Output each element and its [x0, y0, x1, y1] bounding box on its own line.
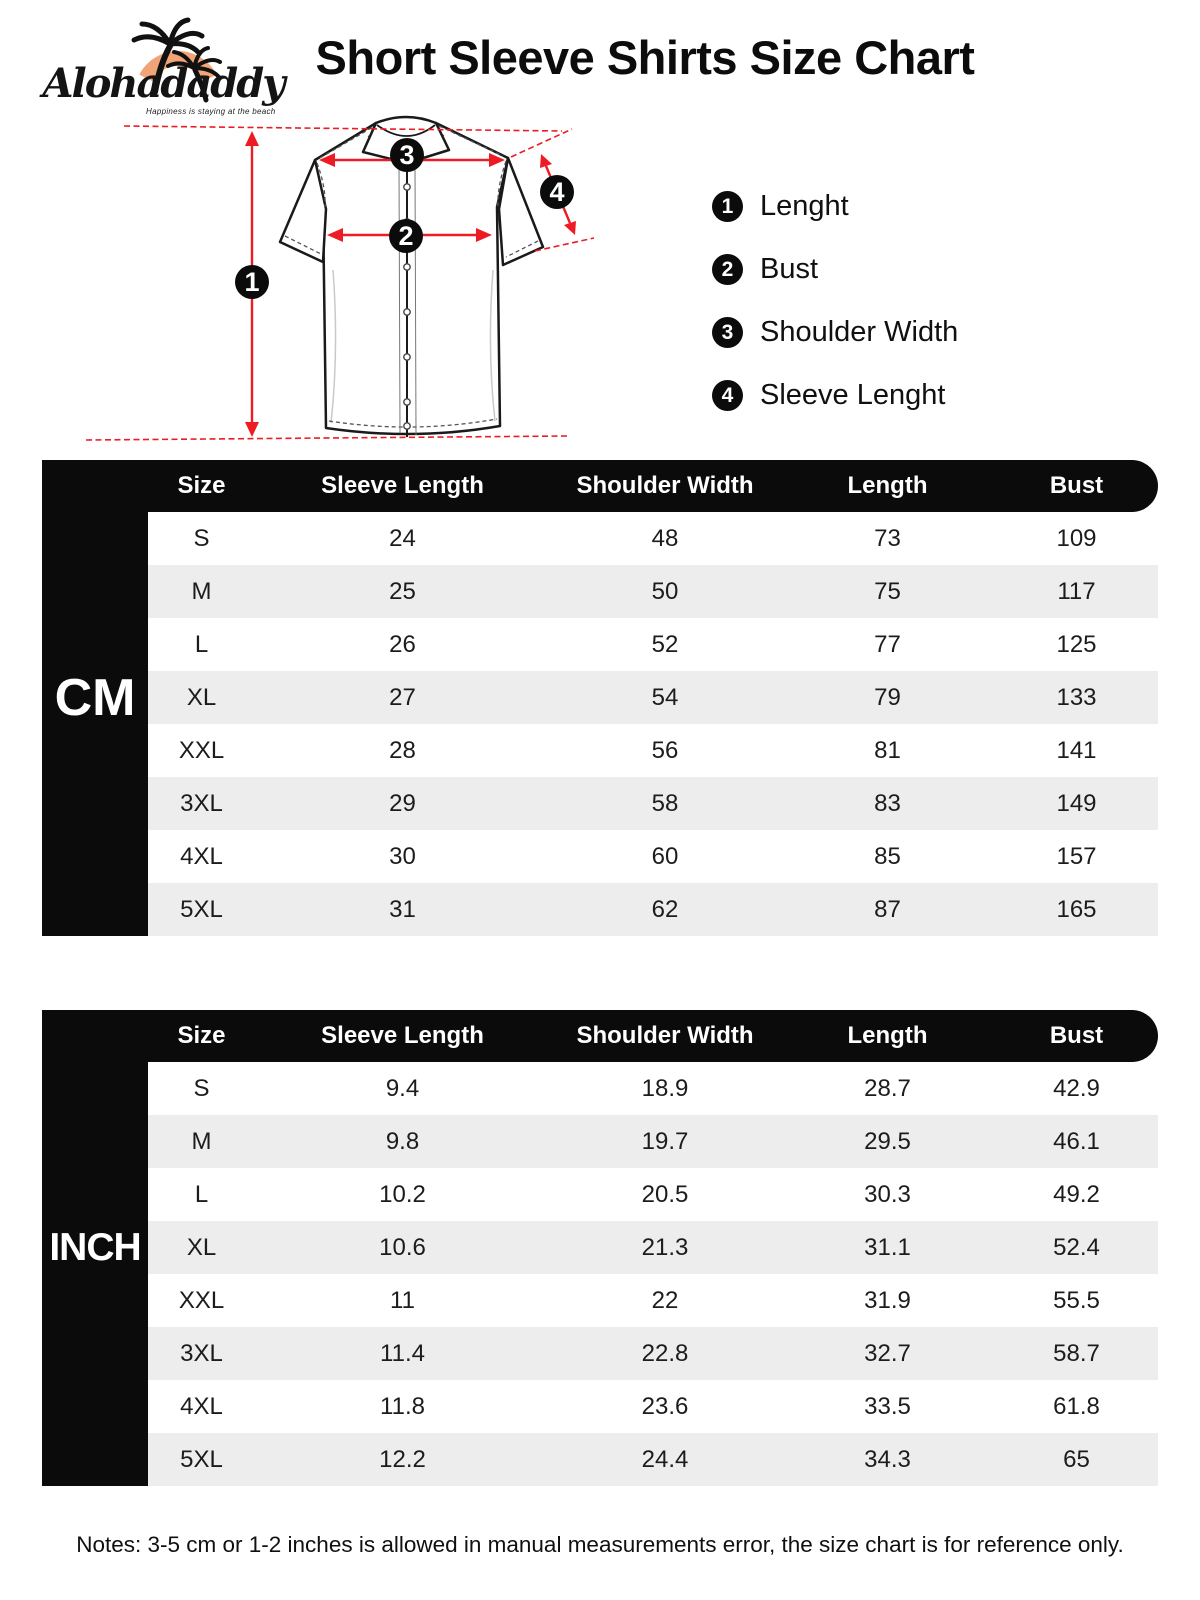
table-cell: S	[193, 525, 210, 552]
table-cell: 28	[389, 737, 416, 764]
table-cell: 27	[389, 684, 416, 711]
table-cell: 52	[651, 631, 679, 658]
table-cell: 23.6	[641, 1393, 689, 1420]
table-cell: 31.9	[864, 1287, 911, 1314]
table-cell: 83	[874, 790, 901, 817]
table-cell: 58	[651, 790, 679, 817]
table-cell: 85	[874, 843, 901, 870]
table-cell: 141	[1056, 737, 1097, 764]
table-cell: 29	[389, 790, 416, 817]
column-header: Sleeve Length	[321, 1022, 484, 1049]
table-cell: L	[194, 1181, 209, 1208]
table-cell: 149	[1056, 790, 1097, 817]
legend-label: Bust	[760, 253, 819, 285]
table-body-cm	[148, 512, 1158, 936]
diagram-marker-1-number: 1	[244, 267, 260, 297]
table-cell: 20.5	[641, 1181, 689, 1208]
table-cell: 62	[651, 896, 679, 923]
column-header: Shoulder Width	[576, 472, 754, 499]
legend-item-4	[712, 379, 958, 412]
table-cell: 30.3	[864, 1181, 911, 1208]
table-body-inch	[148, 1062, 1158, 1486]
table-cell: 157	[1056, 843, 1097, 870]
table-cell: 9.8	[385, 1128, 420, 1155]
table-cell: 4XL	[180, 843, 223, 870]
table-row-4XL	[148, 1380, 1158, 1433]
table-cell: 29.5	[864, 1128, 911, 1155]
column-header: Sleeve Length	[321, 472, 484, 499]
diagram-marker-3-number: 3	[399, 140, 415, 170]
shirt-measurement-diagram	[80, 95, 610, 460]
table-cell: 21.3	[641, 1234, 689, 1261]
table-cell: M	[191, 1128, 212, 1155]
table-row-XXL	[148, 1274, 1158, 1327]
column-header: Bust	[1049, 472, 1104, 499]
table-cell: 24.4	[641, 1446, 689, 1473]
table-cell: 42.9	[1053, 1075, 1100, 1102]
table-cell: 12.2	[379, 1446, 426, 1473]
table-row-L	[148, 1168, 1158, 1221]
brand-name: Alohadaddy	[42, 60, 284, 107]
table-row-XL	[148, 671, 1158, 724]
legend-number-icon: 3	[712, 317, 743, 348]
table-cell: 25	[389, 578, 416, 605]
table-cell: S	[193, 1075, 210, 1102]
table-cell: 3XL	[180, 1340, 223, 1367]
legend-label: Sleeve Lenght	[760, 379, 946, 411]
diagram-marker-2-number: 2	[398, 221, 414, 251]
table-cell: 22.8	[641, 1340, 689, 1367]
table-cell: 31.1	[864, 1234, 911, 1261]
table-row-S	[148, 1062, 1158, 1115]
table-header-row-inch	[42, 1010, 1158, 1062]
unit-label-cm: CM	[42, 460, 148, 936]
table-cell: 4XL	[180, 1393, 223, 1420]
legend-number-icon: 1	[712, 191, 743, 222]
table-cell: L	[194, 631, 209, 658]
diagram-marker-4-number: 4	[549, 177, 565, 207]
table-cell: 10.6	[379, 1234, 426, 1261]
table-cell: 33.5	[864, 1393, 911, 1420]
shirt-drawing	[80, 95, 610, 460]
page-title: Short Sleeve Shirts Size Chart	[315, 31, 975, 84]
table-cell: 77	[874, 631, 901, 658]
table-row-3XL	[148, 777, 1158, 830]
table-cell: 109	[1056, 525, 1097, 552]
table-cell: 73	[874, 525, 901, 552]
table-row-3XL	[148, 1327, 1158, 1380]
legend-item-3	[712, 316, 958, 349]
table-cell: 46.1	[1053, 1128, 1100, 1155]
column-header: Length	[847, 1022, 928, 1049]
table-cell: 61.8	[1053, 1393, 1100, 1420]
table-cell: 19.7	[641, 1128, 689, 1155]
table-cell: 117	[1057, 578, 1096, 605]
table-cell: 5XL	[180, 1446, 223, 1473]
table-cell: XL	[186, 684, 217, 711]
table-cell: 18.9	[641, 1075, 689, 1102]
table-row-L	[148, 618, 1158, 671]
legend-label: Lenght	[760, 190, 849, 222]
measurement-legend	[712, 190, 958, 412]
legend-number-icon: 4	[712, 380, 743, 411]
table-row-4XL	[148, 830, 1158, 883]
table-header-row-cm	[42, 460, 1158, 512]
table-cell: 75	[874, 578, 901, 605]
size-table-cm	[42, 460, 1158, 936]
table-cell: 81	[874, 737, 901, 764]
table-cell: XL	[186, 1234, 217, 1261]
column-header: Shoulder Width	[576, 1022, 754, 1049]
table-row-XL	[148, 1221, 1158, 1274]
table-cell: 87	[874, 896, 901, 923]
column-header: Size	[177, 472, 226, 499]
table-cell: 79	[874, 684, 901, 711]
legend-number-icon: 2	[712, 254, 743, 285]
notes-text: Notes: 3-5 cm or 1-2 inches is allowed in manual measurements error, the size chart is for reference only.	[76, 1532, 1124, 1557]
table-cell: 34.3	[864, 1446, 911, 1473]
table-cell: 5XL	[180, 896, 223, 923]
legend-item-1	[712, 190, 958, 223]
table-cell: 9.4	[385, 1075, 420, 1102]
table-cell: 58.7	[1053, 1340, 1100, 1367]
table-cell: 52.4	[1053, 1234, 1100, 1261]
table-cell: 28.7	[864, 1075, 911, 1102]
table-cell: 60	[651, 843, 679, 870]
table-cell: 65	[1063, 1446, 1090, 1473]
table-row-5XL	[148, 883, 1158, 936]
table-cell: 48	[651, 525, 679, 552]
table-cell: 10.2	[379, 1181, 426, 1208]
table-cell: M	[191, 578, 212, 605]
table-cell: 24	[389, 525, 416, 552]
size-table-inch	[42, 1010, 1158, 1486]
table-cell: 133	[1056, 684, 1097, 711]
table-cell: 56	[651, 737, 679, 764]
table-cell: 55.5	[1053, 1287, 1100, 1314]
column-header: Length	[847, 472, 928, 499]
table-cell: XXL	[178, 1287, 225, 1314]
table-cell: 11	[390, 1287, 415, 1314]
table-cell: 31	[389, 896, 416, 923]
table-cell: 3XL	[180, 790, 223, 817]
table-row-XXL	[148, 724, 1158, 777]
table-row-M	[148, 565, 1158, 618]
table-cell: 30	[389, 843, 416, 870]
table-cell: 50	[651, 578, 679, 605]
table-cell: 54	[651, 684, 679, 711]
legend-item-2	[712, 253, 958, 286]
column-header: Size	[177, 1022, 226, 1049]
table-cell: 49.2	[1053, 1181, 1100, 1208]
table-cell: 165	[1056, 896, 1097, 923]
table-row-S	[148, 512, 1158, 565]
table-row-M	[148, 1115, 1158, 1168]
table-cell: 125	[1056, 631, 1097, 658]
table-cell: 11.4	[380, 1340, 425, 1367]
table-cell: 26	[389, 631, 416, 658]
table-cell: 11.8	[380, 1393, 425, 1420]
table-cell: 32.7	[864, 1340, 911, 1367]
table-cell: 22	[651, 1287, 679, 1314]
table-cell: XXL	[178, 737, 225, 764]
legend-label: Shoulder Width	[760, 316, 959, 348]
table-row-5XL	[148, 1433, 1158, 1486]
brand-tagline: Happiness is staying at the beach	[146, 107, 276, 116]
column-header: Bust	[1049, 1022, 1104, 1049]
unit-label-inch: INCH	[42, 1010, 148, 1486]
